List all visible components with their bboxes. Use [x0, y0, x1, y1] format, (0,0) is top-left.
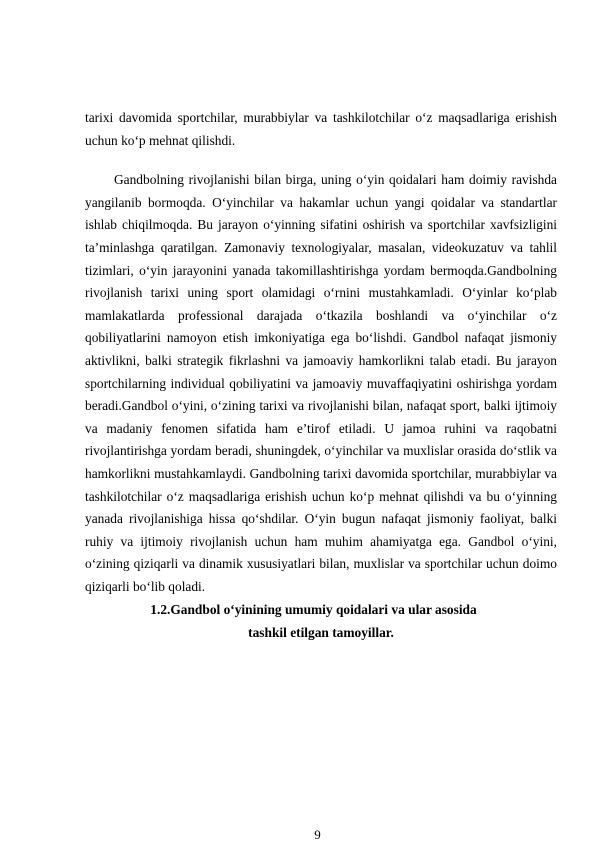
body-paragraph: Gandbolning rivojlanishi bilan birga, uning o‘yin qoidalari ham doimiy ravishda yangilanib bormoqda. O‘yinchilar va hakamlar uchun yangi qoidalar va standartlar ishlab chiqilmoqda. Bu jarayon o‘yinning sifatini oshirish va sportchilar xavfsizligini ta’minlashga qaratilgan. Zamonaviy texnologiyalar, masalan, videokuzatuv va tahlil tizimlari, o‘yin jarayonini yanada takomillashtirishga yordam bermoqda.Gandbolning rivojlanish tarixi uning sport olamidagi o‘rnini mustahkamladi. O‘yinlar ko‘plab mamlakatlarda professional darajada o‘tkazila boshlandi va o‘yinchilar o‘z qobiliyatlarini namoyon etish imkoniyatiga ega bo‘lishdi. Gandbol nafaqat jismoniy aktivlikni, balki strategik fikrlashni va jamoaviy hamkorlikni talab etadi. Bu jarayon sportchilarning individual qobiliyatini va jamoaviy muvaffaqiyatini oshirishga yordam beradi.Gandbol o‘yini, o‘zining tarixi va rivojlanishi bilan, nafaqat sport, balki ijtimoiy va madaniy fenomen sifatida ham e’tirof etiladi. U jamoa ruhini va raqobatni rivojlantirishga yordam beradi, shuningdek, o‘yinchilar va muxlislar orasida do‘stlik va hamkorlikni mustahkamlaydi. Gandbolning tarixi davomida sportchilar, murabbiylar va tashkilotchilar o‘z maqsadlariga erishish uchun ko‘p mehnat qilishdi va bu o‘yinning yanada rivojlanishiga hissa qo‘shdilar. O‘yin bugun nafaqat jismoniy faoliyat, balki ruhiy va ijtimoiy rivojlanish uchun ham muhim ahamiyatga ega. Gandbol o‘yini, o‘zining qiziqarli va dinamik xususiyatlari bilan, muxlislar va sportchilar uchun doimo qiziqarli bo‘lib qoladi.: [85, 172, 557, 594]
page-number: 9: [314, 827, 321, 842]
document-page: [85, 107, 557, 644]
continuation-paragraph: tarixi davomida sportchilar, murabbiylar va tashkilotchilar o‘z maqsadlariga erishish uchun ko‘p mehnat qilishdi.: [85, 110, 557, 148]
section-heading-line-1: 1.2.Gandbol o‘yinining umumiy qoidalari va ular asosida: [150, 602, 477, 618]
section-heading: [85, 598, 557, 644]
section-heading-line-2: tashkil etilgan tamoyillar.: [248, 625, 394, 641]
